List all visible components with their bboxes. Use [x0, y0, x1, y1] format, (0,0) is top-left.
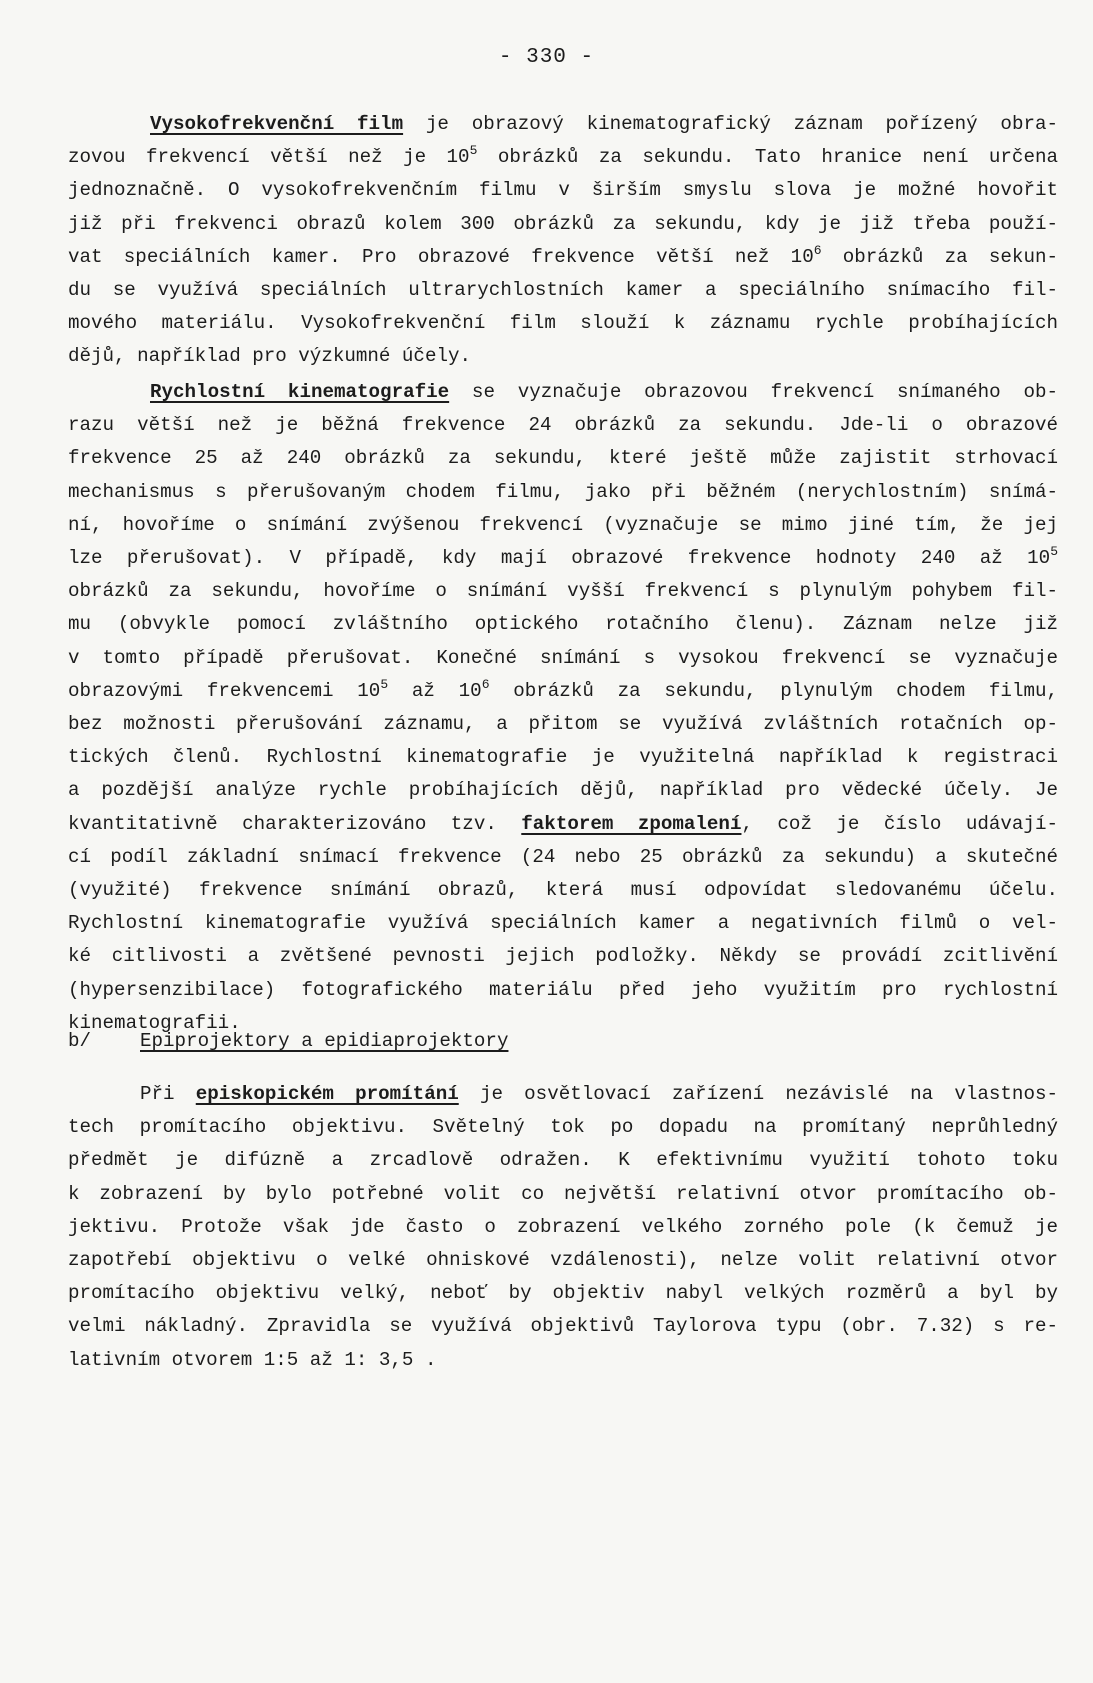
page-number: - 330 -	[498, 46, 595, 69]
text-line: vat speciálních kamer. Pro obrazové frekvence větší než $10^6$ obrázků za sekun-	[68, 242, 1058, 268]
text-line: ké citlivosti a zvětšené pevnosti jejich podložky. Někdy se provádí zcitlivění	[68, 945, 1058, 968]
text-line: zapotřebí objektivu o velké ohniskové vzdálenosti), nelze volit relativní otvor	[68, 1249, 1058, 1272]
text-line: razu větší než je běžná frekvence 24 obrázků za sekundu. Jde-li o obrazové	[68, 414, 1058, 437]
paragraph-high-speed-film	[68, 108, 1058, 374]
text-line: kvantitativně charakterizováno tzv. faktorem zpomalení, což je číslo udávají-	[68, 812, 1058, 835]
text-line: ní, hovoříme o snímání zvýšenou frekvencí (vyznačuje se mimo jiné tím, že jej	[68, 513, 1058, 536]
text-line: mechanismus s přerušovaným chodem filmu, jako při běžném (nerychlostním) snímá-	[68, 480, 1058, 503]
term-episcopic-projection: episkopickém promítání	[195, 1083, 459, 1105]
text-line: a pozdější analýze rychle probíhajících dějů, například pro vědecké účely. Je	[68, 779, 1058, 802]
text-line: tech promítacího objektivu. Světelný tok po dopadu na promítaný neprůhledný	[68, 1116, 1058, 1139]
text-line: dějů, například pro výzkumné účely.	[68, 345, 472, 368]
text-line: cí podíl základní snímací frekvence (24 nebo 25 obrázků za sekundu) a skutečné	[68, 845, 1058, 868]
text-line: jektivu. Protože však jde často o zobrazení velkého zorného pole (k čemuž je	[68, 1215, 1058, 1238]
term-high-speed-cinematography: Rychlostní kinematografie	[150, 381, 450, 403]
text-line: lze přerušovat). V případě, kdy mají obrazové frekvence hodnoty 240 až $10^5$	[68, 544, 1058, 570]
text-line: (hypersenzibilace) fotografického materiálu před jeho využitím pro rychlostní	[68, 978, 1058, 1001]
paragraph-high-speed-cinematography	[68, 376, 1058, 1040]
text-line: předmět je difúzně a zrcadlově odražen. K efektivnímu využití tohoto toku	[68, 1149, 1058, 1172]
text-line: (využité) frekvence snímání obrazů, která musí odpovídat sledovanému účelu.	[68, 879, 1058, 902]
text-line: tických členů. Rychlostní kinematografie je využitelná například k registraci	[68, 746, 1058, 769]
section-title: Epiprojektory a epidiaprojektory	[140, 1030, 509, 1052]
text-line: Při episkopickém promítání je osvětlovací zařízení nezávislé na vlastnos-	[140, 1083, 1058, 1105]
text-line: lativním otvorem 1:5 až 1: 3,5 .	[68, 1348, 437, 1371]
text-line: Rychlostní kinematografie využívá speciálních kamer a negativních filmů o vel-	[68, 912, 1058, 935]
text-line: k zobrazení by bylo potřebné volit co největší relativní otvor promítacího ob-	[68, 1182, 1058, 1205]
text-line: obrazovými frekvencemi $10^5$ až $10^6$ obrázků za sekundu, plynulým chodem filmu,	[68, 676, 1058, 702]
term-high-speed-film: Vysokofrekvenční film	[150, 113, 404, 135]
paragraph-episcopic-projection	[68, 1078, 1058, 1377]
text-line: v tomto případě přerušovat. Konečné snímání s vysokou frekvencí se vyznačuje	[68, 646, 1058, 669]
text-line: bez možnosti přerušování záznamu, a přitom se využívá zvláštních rotačních op-	[68, 713, 1058, 736]
section-label: b/	[68, 1030, 92, 1052]
text-line: velmi nákladný. Zpravidla se využívá objektivů Taylorova typu (obr. 7.32) s re-	[68, 1315, 1058, 1338]
text-line: Rychlostní kinematografie se vyznačuje obrazovou frekvencí snímaného ob-	[150, 381, 1058, 403]
text-line: jednoznačně. O vysokofrekvenčním filmu v širším smyslu slova je možné hovořit	[68, 179, 1058, 202]
text-line: du se využívá speciálních ultrarychlostních kamer a speciálního snímacího fil-	[68, 279, 1058, 302]
text-line: zovou frekvencí větší než je $10^5$ obrázků za sekundu. Tato hranice není určena	[68, 143, 1058, 169]
section-heading	[68, 1030, 508, 1052]
text-line: mového materiálu. Vysokofrekvenční film slouží k záznamu rychle probíhajících	[68, 312, 1058, 335]
text-line: frekvence 25 až 240 obrázků za sekundu, které ještě může zajistit strhovací	[68, 447, 1058, 470]
text-line: již při frekvenci obrazů kolem 300 obrázků za sekundu, kdy je již třeba použí-	[68, 212, 1058, 235]
text-line: Vysokofrekvenční film je obrazový kinematografický záznam pořízený obra-	[150, 113, 1059, 135]
term-slowdown-factor: faktorem zpomalení	[521, 812, 742, 835]
text-line: promítacího objektivu velký, neboť by objektiv nabyl velkých rozměrů a byl by	[68, 1282, 1058, 1305]
text-line: kinematografii.	[68, 1011, 241, 1034]
text-line: mu (obvykle pomocí zvláštního optického rotačního členu). Záznam nelze již	[68, 613, 1058, 636]
text-line: obrázků za sekundu, hovoříme o snímání vyšší frekvencí s plynulým pohybem fil-	[68, 580, 1058, 603]
